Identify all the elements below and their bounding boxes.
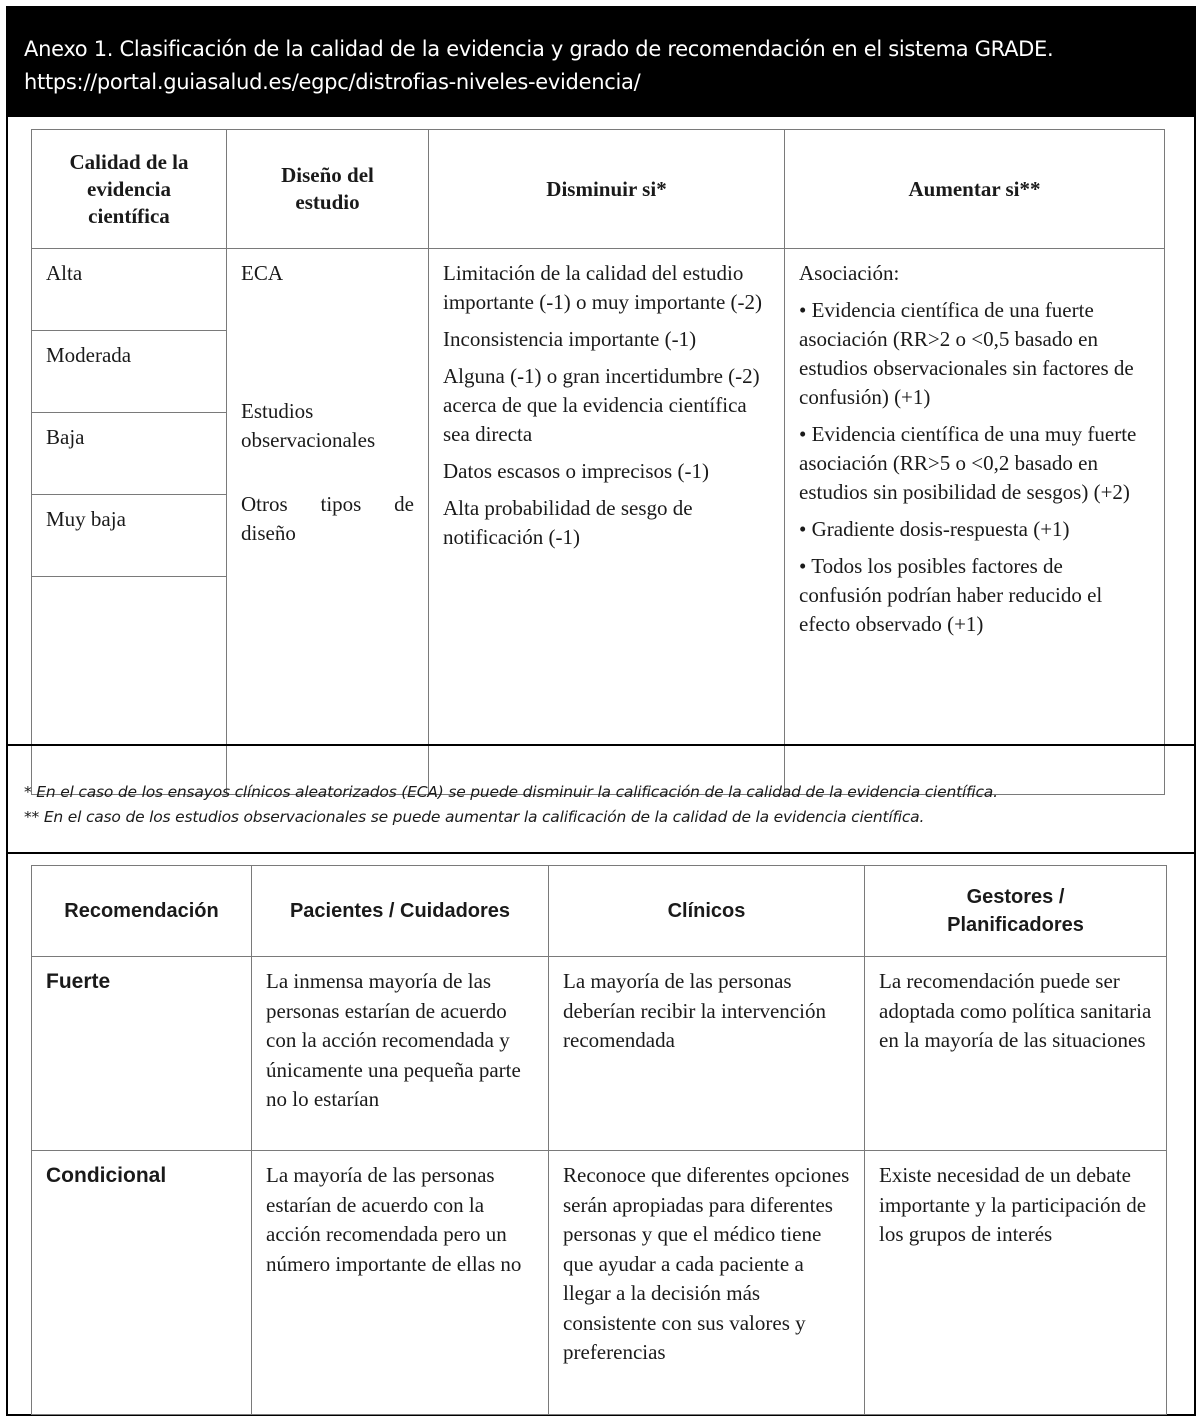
quality-level-low: Baja <box>32 413 227 495</box>
cell-clinicians: La mayoría de las personas deberían recibir la intervención recomendada <box>549 957 865 1151</box>
table-row <box>32 1151 1167 1415</box>
increase-intro: Asociación: <box>799 261 900 285</box>
decrease-item: Alta probabilidad de sesgo de notificación (-1) <box>443 496 693 549</box>
recommendation-table <box>31 865 1167 1415</box>
design-cell <box>227 249 429 795</box>
header-quality: Calidad de la evidencia científica <box>32 130 227 249</box>
cell-managers: Existe necesidad de un debate importante y la participación de los grupos de interés <box>865 1151 1167 1415</box>
document-frame <box>6 6 1196 1416</box>
increase-cell <box>785 249 1165 795</box>
header-patients: Pacientes / Cuidadores <box>252 866 549 957</box>
section-divider <box>8 744 1194 746</box>
increase-item: • Evidencia científica de una muy fuerte asociación (RR>5 o <0,2 basado en estudios sin posibilidad de sesgos) (+2) <box>799 422 1137 504</box>
title-text: Anexo 1. Clasificación de la calidad de la evidencia y grado de recomendación en el sistema GRADE. <box>24 37 1054 61</box>
footnote-1: * En el caso de los ensayos clínicos aleatorizados (ECA) se puede disminuir la calificación de la calidad de la evidencia científica. <box>24 783 998 801</box>
title-bar <box>8 8 1194 117</box>
quality-empty-cell <box>32 577 227 795</box>
title-url: https://portal.guiasalud.es/egpc/distrofias-niveles-evidencia/ <box>24 70 641 94</box>
table-row <box>32 957 1167 1151</box>
design-observational: Estudios observacionales <box>241 399 376 452</box>
increase-item: • Todos los posibles factores de confusión podrían haber reducido el efecto observado (+1) <box>799 554 1103 636</box>
decrease-item: Alguna (-1) o gran incertidumbre (-2) acerca de que la evidencia científica sea directa <box>443 364 760 446</box>
design-other: Otros tipos de diseño <box>241 492 414 545</box>
header-managers: Gestores / Planificadores <box>865 866 1167 957</box>
quality-level-very-low: Muy baja <box>32 495 227 577</box>
design-rct: ECA <box>241 261 283 285</box>
decrease-item: Inconsistencia importante (-1) <box>443 327 697 351</box>
recommendation-header-row <box>32 866 1167 957</box>
quality-level-moderate: Moderada <box>32 331 227 413</box>
decrease-cell <box>429 249 785 795</box>
evidence-header-row <box>32 130 1165 249</box>
row-label-conditional: Condicional <box>32 1151 252 1415</box>
cell-patients: La inmensa mayoría de las personas estarían de acuerdo con la acción recomendada y únicamente una pequeña parte no lo estarían <box>252 957 549 1151</box>
evidence-quality-table <box>31 129 1165 795</box>
cell-clinicians: Reconoce que diferentes opciones serán apropiadas para diferentes personas y que el médico tiene que ayudar a cada paciente a llegar a la decisión más consistente con sus valores y preferencias <box>549 1151 865 1415</box>
footnote-2: ** En el caso de los estudios observacionales se puede aumentar la calificación de la calidad de la evidencia científica. <box>24 808 925 826</box>
header-clinicians: Clínicos <box>549 866 865 957</box>
header-increase: Aumentar si** <box>785 130 1165 249</box>
cell-managers: La recomendación puede ser adoptada como política sanitaria en la mayoría de las situaciones <box>865 957 1167 1151</box>
cell-patients: La mayoría de las personas estarían de acuerdo con la acción recomendada pero un número importante de ellas no <box>252 1151 549 1415</box>
increase-item: • Gradiente dosis-respuesta (+1) <box>799 517 1070 541</box>
row-label-strong: Fuerte <box>32 957 252 1151</box>
footnotes <box>24 780 1184 830</box>
section-divider <box>8 852 1194 854</box>
increase-item: • Evidencia científica de una fuerte asociación (RR>2 o <0,5 basado en estudios observacionales sin factores de confusión) (+1) <box>799 298 1134 409</box>
decrease-item: Datos escasos o imprecisos (-1) <box>443 459 709 483</box>
header-decrease: Disminuir si* <box>429 130 785 249</box>
quality-level-high: Alta <box>32 249 227 331</box>
decrease-item: Limitación de la calidad del estudio importante (-1) o muy importante (-2) <box>443 261 762 314</box>
header-design: Diseño del estudio <box>227 130 429 249</box>
header-recommendation: Recomendación <box>32 866 252 957</box>
